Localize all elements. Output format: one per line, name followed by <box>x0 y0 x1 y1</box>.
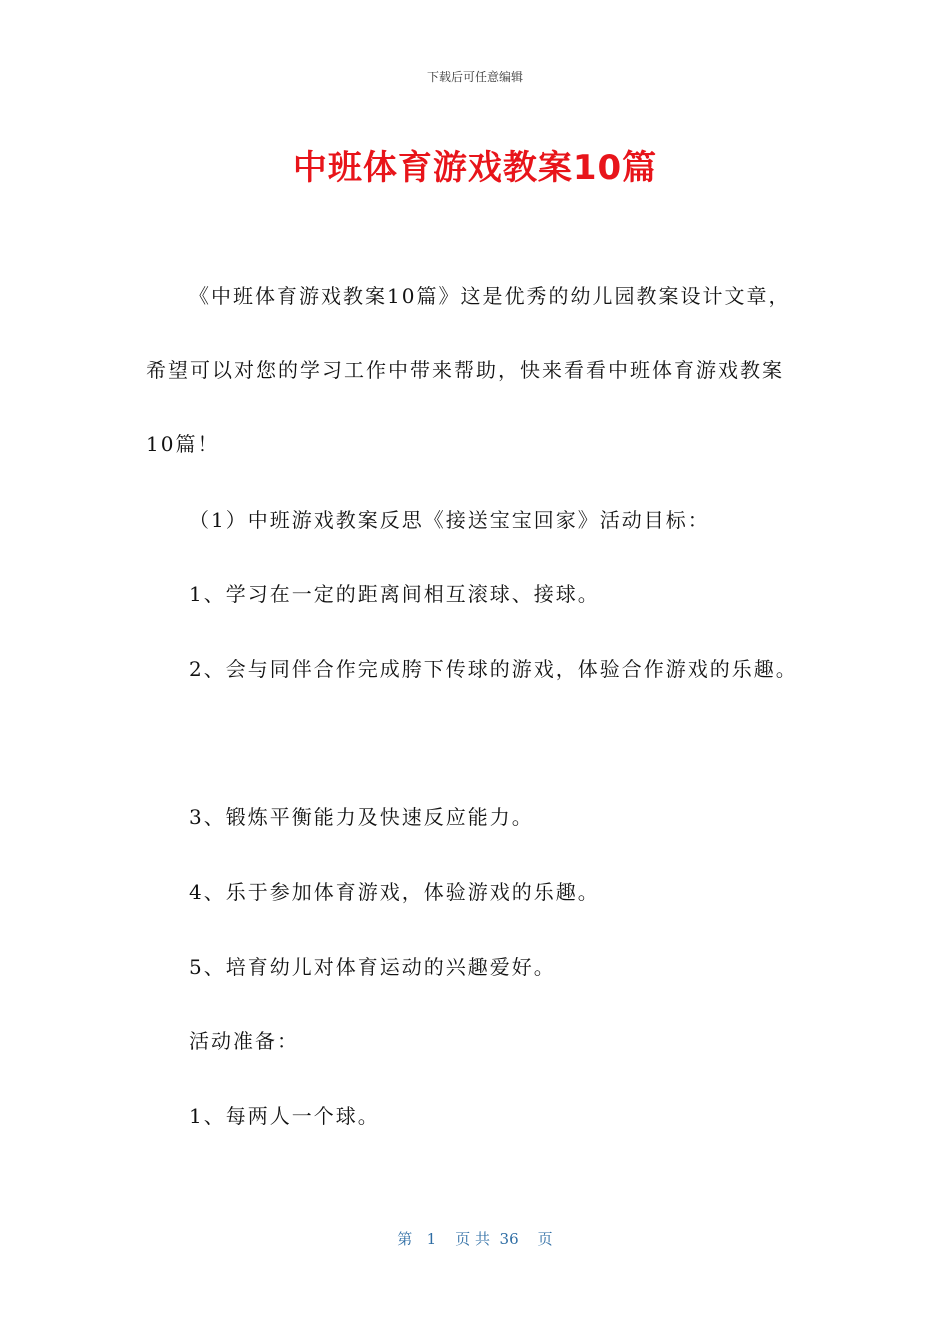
intro-line-2: 希望可以对您的学习工作中带来帮助，快来看看中班体育游戏教案 <box>146 358 784 382</box>
header-note: 下载后可任意编辑 <box>426 70 523 84</box>
preparation-heading: 活动准备： <box>189 1029 299 1053</box>
intro-line-1: 《中班体育游戏教案10篇》这是优秀的幼儿园教案设计文章， <box>189 284 791 308</box>
document-title: 中班体育游戏教案10篇 <box>292 148 658 188</box>
intro-line-3: 10篇！ <box>146 432 220 456</box>
preparation-item-1: 1、每两人一个球。 <box>189 1104 380 1128</box>
goal-item-4: 4、乐于参加体育游戏，体验游戏的乐趣。 <box>189 880 600 904</box>
goal-item-2: 2、会与同伴合作完成胯下传球的游戏，体验合作游戏的乐趣。 <box>189 657 798 681</box>
page-footer: 第 1 页 共 36 页 <box>397 1230 553 1248</box>
goal-item-3: 3、锻炼平衡能力及快速反应能力。 <box>189 805 534 829</box>
goal-item-5: 5、培育幼儿对体育运动的兴趣爱好。 <box>189 955 556 979</box>
goal-item-1: 1、学习在一定的距离间相互滚球、接球。 <box>189 582 600 606</box>
section-heading: （1）中班游戏教案反思《接送宝宝回家》活动目标： <box>189 508 710 532</box>
